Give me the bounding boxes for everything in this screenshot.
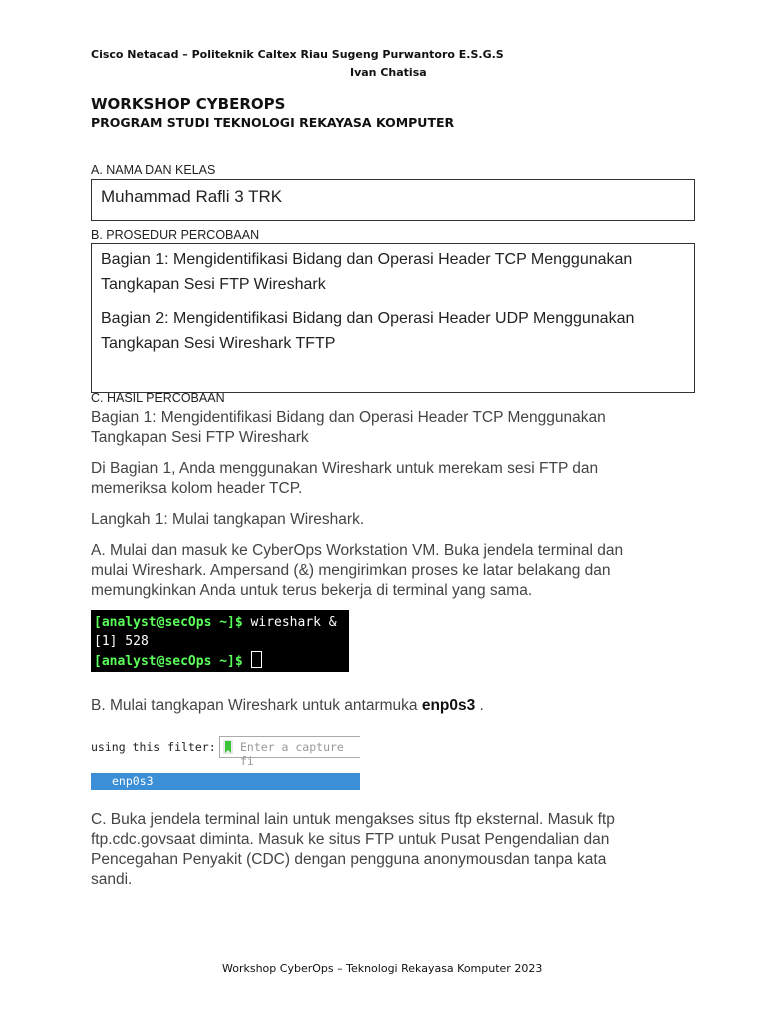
- procedure-part2: Bagian 2: Mengidentifikasi Bidang dan Operasi Header UDP Menggunakan Tangkapan Sesi Wireshark TFTP: [101, 310, 635, 352]
- result-part1-heading: Bagian 1: Mengidentifikasi Bidang dan Operasi Header TCP Menggunakan Tangkapan Sesi FTP Wireshark: [91, 409, 606, 446]
- header-authors: Cisco Netacad – Politeknik Caltex Riau Sugeng Purwantoro E.S.G.S: [91, 48, 504, 61]
- page-subtitle: PROGRAM STUDI TEKNOLOGI REKAYASA KOMPUTER: [91, 115, 455, 130]
- bookmark-icon[interactable]: [223, 740, 233, 754]
- procedure-box: [91, 243, 695, 393]
- interface-row-next-cropped: [91, 790, 360, 793]
- terminal-line-2: [1] 528: [94, 633, 149, 649]
- terminal-screenshot: [91, 610, 349, 672]
- result-intro-paragraph: Di Bagian 1, Anda menggunakan Wireshark untuk merekam sesi FTP dan memeriksa kolom header TCP.: [91, 460, 599, 497]
- name-class-value: Muhammad Rafli 3 TRK: [101, 187, 283, 206]
- capture-filter-input[interactable]: [219, 736, 360, 768]
- terminal-line-1: [analyst@secOps ~]$ wireshark &: [94, 615, 337, 630]
- page-footer: Workshop CyberOps – Teknologi Rekayasa Komputer 2023: [222, 962, 543, 975]
- name-class-box: [91, 179, 695, 221]
- interface-name: enp0s3: [112, 774, 154, 788]
- step-b-paragraph: B. Mulai tangkapan Wireshark untuk antarmuka enp0s3 .: [91, 697, 484, 714]
- step-c-paragraph: C. Buka jendela terminal lain untuk mengakses situs ftp eksternal. Masuk ftp ftp.cdc.govsaat diminta. Masuk ke situs FTP untuk Pusat Pengendalian dan Pencegahan Penyakit (CDC) dengan pengguna anonymousdan tanpa kata sandi.: [91, 811, 615, 888]
- page-title: WORKSHOP CYBEROPS: [91, 95, 286, 113]
- terminal-line-3: [analyst@secOps ~]$: [94, 651, 349, 672]
- section-b-label: B. PROSEDUR PERCOBAAN: [91, 228, 260, 242]
- step1-heading: Langkah 1: Mulai tangkapan Wireshark.: [91, 511, 365, 528]
- procedure-part1: Bagian 1: Mengidentifikasi Bidang dan Operasi Header TCP Menggunakan Tangkapan Sesi FTP Wireshark: [101, 251, 633, 293]
- header-author-2: Ivan Chatisa: [350, 66, 427, 79]
- section-c-label: C. HASIL PERCOBAAN: [91, 391, 225, 405]
- interface-row-selected[interactable]: [91, 773, 360, 790]
- terminal-cursor: [251, 651, 262, 668]
- capture-filter-placeholder: Enter a capture fi: [240, 740, 344, 768]
- capture-filter-label: using this filter:: [91, 740, 216, 754]
- section-a-label: A. NAMA DAN KELAS: [91, 163, 216, 177]
- step-a-paragraph: A. Mulai dan masuk ke CyberOps Workstation VM. Buka jendela terminal dan mulai Wireshark. Ampersand (&) mengirimkan proses ke latar belakang dan memungkinkan Anda untuk terus bekerja di terminal yang sama.: [91, 542, 624, 599]
